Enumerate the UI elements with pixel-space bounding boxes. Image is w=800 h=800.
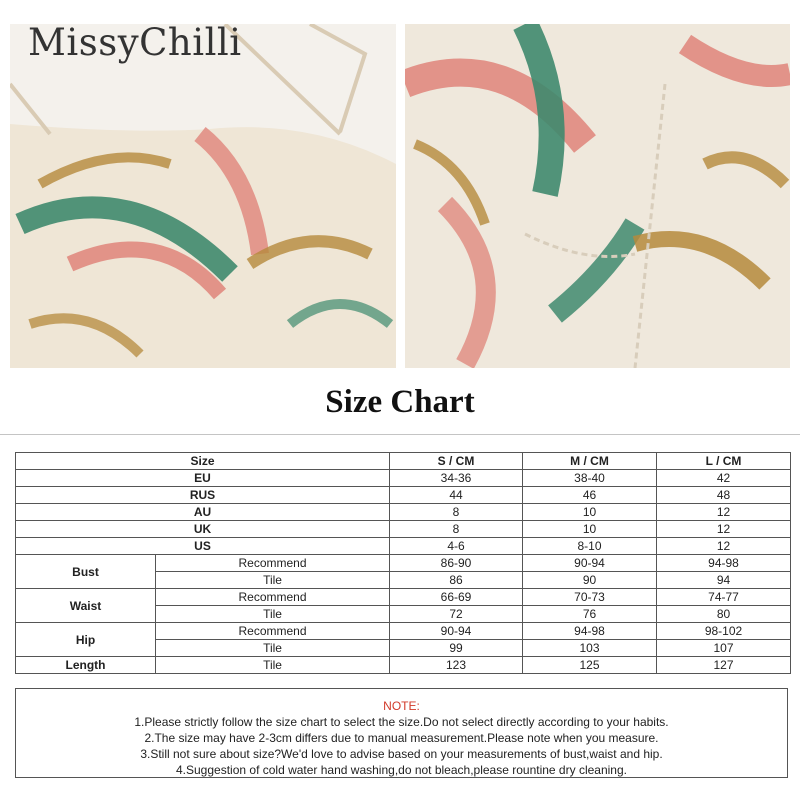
table-cell: 12 [657, 538, 791, 555]
table-row [16, 487, 791, 504]
table-cell: 94-98 [657, 555, 791, 572]
table-row [16, 504, 791, 521]
table-cell: 103 [523, 640, 657, 657]
table-cell: 90-94 [390, 623, 523, 640]
table-cell: 94-98 [523, 623, 657, 640]
table-cell: 74-77 [657, 589, 791, 606]
divider [0, 434, 800, 435]
table-cell: 10 [523, 521, 657, 538]
table-cell: 8 [390, 521, 523, 538]
table-row [16, 657, 791, 674]
table-cell: 125 [523, 657, 657, 674]
table-cell: 12 [657, 521, 791, 538]
table-cell: 48 [657, 487, 791, 504]
measure-label-hip: Hip [16, 623, 156, 657]
table-cell: 34-36 [390, 470, 523, 487]
product-photo-strap [10, 21, 396, 368]
column-header: Size [16, 453, 390, 470]
row-label: EU [16, 470, 390, 487]
sub-label: Recommend [156, 623, 390, 640]
table-cell: 76 [523, 606, 657, 623]
table-cell: 38-40 [523, 470, 657, 487]
table-cell: 94 [657, 572, 791, 589]
table-cell: 4-6 [390, 538, 523, 555]
floral-fabric-icon [10, 21, 396, 368]
table-cell: 107 [657, 640, 791, 657]
table-cell: 80 [657, 606, 791, 623]
row-label: UK [16, 521, 390, 538]
note-line: 3.Still not sure about size?We'd love to advise based on your measurements of bust,waist and hip. [140, 747, 663, 761]
table-cell: 86-90 [390, 555, 523, 572]
sub-label: Tile [156, 640, 390, 657]
table-cell: 98-102 [657, 623, 791, 640]
table-row [16, 538, 791, 555]
sub-label: Tile [156, 572, 390, 589]
table-cell: 90-94 [523, 555, 657, 572]
table-cell: 72 [390, 606, 523, 623]
table-header-row [16, 453, 791, 470]
table-cell: 10 [523, 504, 657, 521]
row-label: RUS [16, 487, 390, 504]
sub-label: Tile [156, 606, 390, 623]
table-cell: 66-69 [390, 589, 523, 606]
table-row [16, 589, 791, 606]
table-row [16, 521, 791, 538]
size-chart-table [15, 452, 791, 674]
table-row [16, 623, 791, 640]
page-title: Size Chart [325, 384, 475, 420]
product-photo-fabric [405, 24, 790, 368]
note-line: 2.The size may have 2-3cm differs due to manual measurement.Please note when you measure. [144, 731, 659, 745]
table-cell: 8 [390, 504, 523, 521]
table-cell: 46 [523, 487, 657, 504]
table-cell: 8-10 [523, 538, 657, 555]
brand-logo: MissyChilli [28, 21, 242, 64]
table-row [16, 555, 791, 572]
size-note-box [15, 688, 788, 778]
table-cell: 127 [657, 657, 791, 674]
column-header: M / CM [523, 453, 657, 470]
column-header: L / CM [657, 453, 791, 470]
table-cell: 44 [390, 487, 523, 504]
table-cell: 123 [390, 657, 523, 674]
measure-label-bust: Bust [16, 555, 156, 589]
note-heading: NOTE: [383, 699, 420, 713]
sub-label: Recommend [156, 589, 390, 606]
measure-label-waist: Waist [16, 589, 156, 623]
measure-label-length: Length [16, 657, 156, 674]
row-label: US [16, 538, 390, 555]
note-line: 1.Please strictly follow the size chart to select the size.Do not select directly according to your habits. [134, 715, 669, 729]
table-cell: 86 [390, 572, 523, 589]
table-cell: 12 [657, 504, 791, 521]
sub-label: Recommend [156, 555, 390, 572]
table-cell: 42 [657, 470, 791, 487]
table-row [16, 470, 791, 487]
row-label: AU [16, 504, 390, 521]
table-cell: 90 [523, 572, 657, 589]
table-cell: 70-73 [523, 589, 657, 606]
table-cell: 99 [390, 640, 523, 657]
floral-print-icon [405, 24, 790, 368]
column-header: S / CM [390, 453, 523, 470]
sub-label: Tile [156, 657, 390, 674]
note-line: 4.Suggestion of cold water hand washing,do not bleach,please rountine dry cleaning. [176, 763, 627, 777]
